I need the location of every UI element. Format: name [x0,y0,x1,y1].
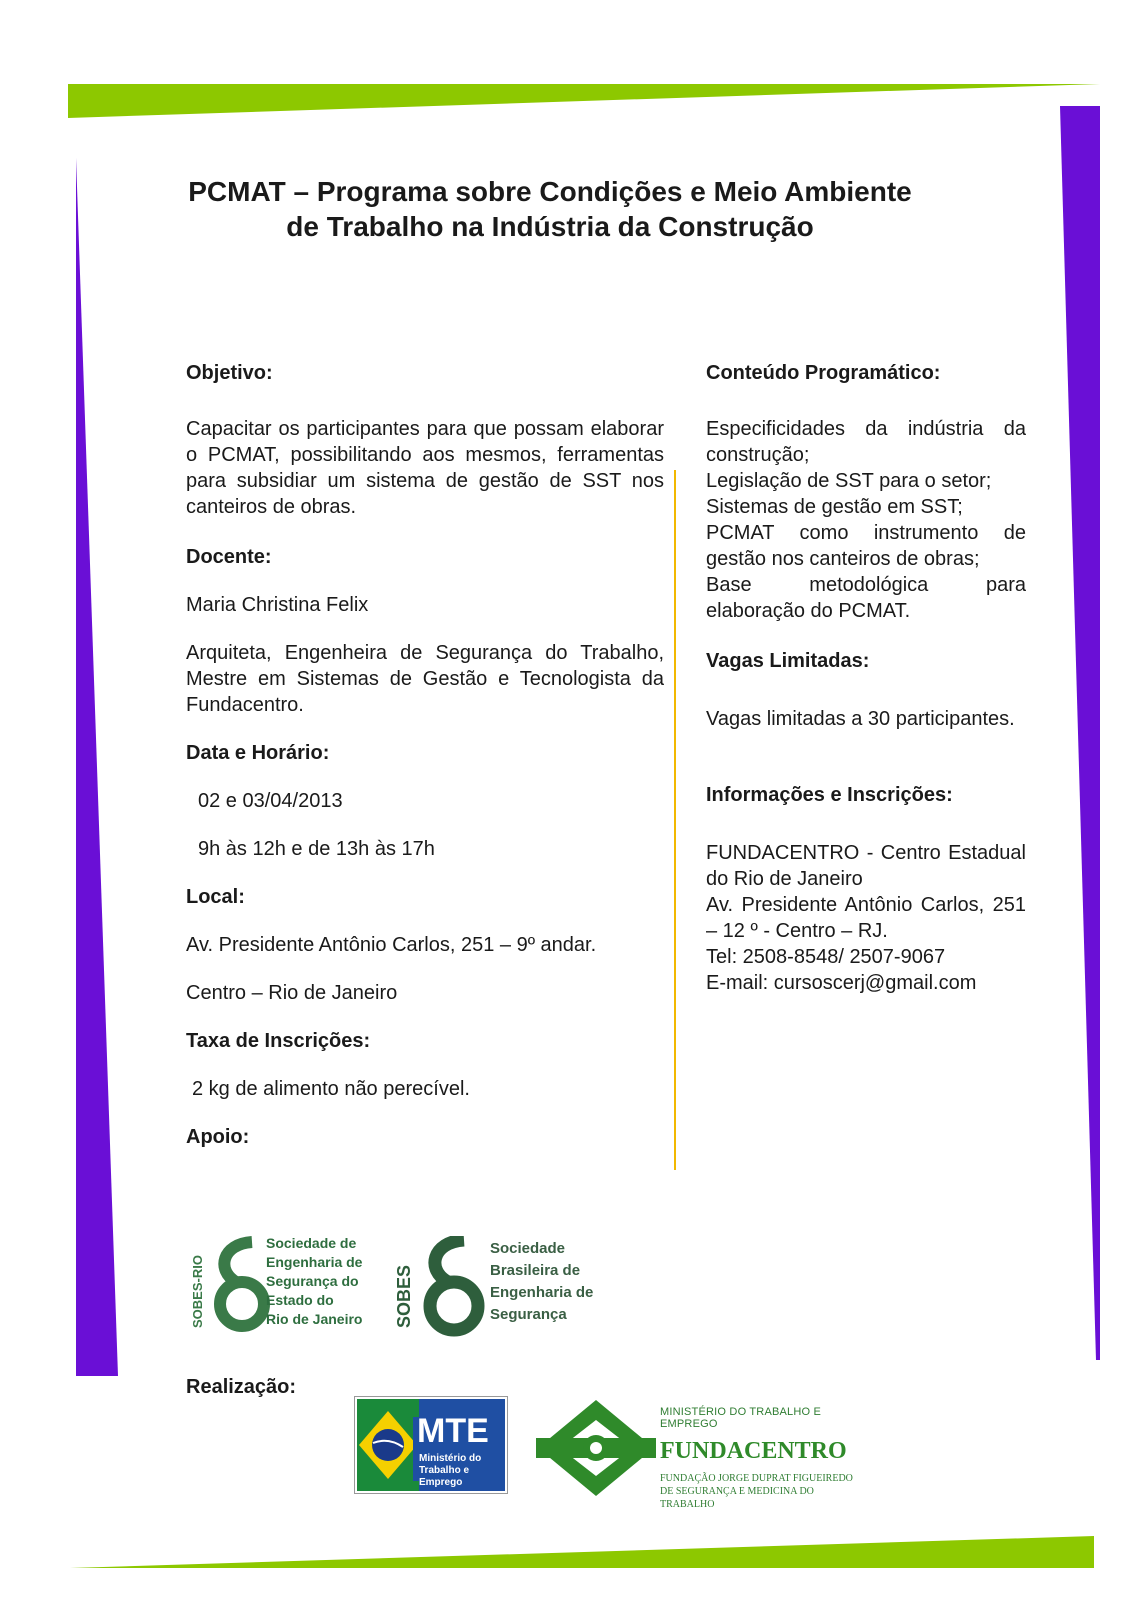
info-address: Av. Presidente Antônio Carlos, 251 – 12 º - Centro – RJ. [706,894,1026,942]
sobes-line: Segurança [490,1306,567,1323]
mte-subtitle [419,1453,507,1489]
sobes-rio-line: Rio de Janeiro [266,1311,363,1327]
sobes-line: Sociedade [490,1240,566,1257]
list-item: Especificidades da indústria da construção; [706,418,1026,466]
mte-sub-line: Ministério do [419,1453,482,1464]
mte-logo [354,1396,508,1494]
info-block [706,840,1026,996]
bottom-green-band [70,1536,1094,1568]
objetivo-heading: Objetivo: [186,362,273,384]
local-city: Centro – Rio de Janeiro [186,982,398,1004]
sobes-rio-line: Estado do [266,1292,334,1308]
local-heading: Local: [186,886,245,908]
fundacentro-sub-line: DE SEGURANÇA E MEDICINA DO TRABALHO [660,1486,814,1510]
sobes-rio-line: Engenharia de [266,1254,363,1270]
taxa-heading: Taxa de Inscrições: [186,1030,371,1052]
list-item: Legislação de SST para o setor; [706,470,992,492]
left-column [186,360,664,1150]
right-column [706,360,1026,996]
sobes-line: Engenharia de [490,1284,594,1301]
fundacentro-subtitle [660,1472,856,1511]
sobes-rio-line: Segurança do [266,1273,359,1289]
page-title [150,174,950,244]
delta-icon [430,1282,478,1330]
docente-bio: Arquiteta, Engenheira de Segurança do Trabalho, Mestre em Sistemas de Gestão e Tecnologista da Fundacentro. [186,642,664,716]
list-item: PCMAT como instrumento de gestão nos canteiros de obras; [706,522,1026,570]
list-item: Base metodológica para elaboração do PCMAT. [706,574,1026,622]
delta-icon [220,1282,264,1326]
fundacentro-ministry: MINISTÉRIO DO TRABALHO E EMPREGO [660,1406,822,1430]
info-email: E-mail: cursoscerj@gmail.com [706,972,977,994]
sobes-rio-text [266,1234,362,1329]
left-purple-band [76,158,118,1376]
sobes-rio-logo [188,1236,388,1332]
info-org: FUNDACENTRO - Centro Estadual do Rio de Janeiro [706,842,1026,890]
title-line-1: PCMAT – Programa sobre Condições e Meio Ambiente [188,176,912,207]
sobes-logo [394,1236,614,1340]
sobes-rio-vertical-text: SOBES-RIO [190,1255,205,1328]
sobes-rio-line: Sociedade de [266,1235,357,1251]
sobes-symbol [394,1236,494,1340]
fundacentro-sub-line: FUNDAÇÃO JORGE DUPRAT FIGUEIREDO [660,1473,853,1484]
docente-heading: Docente: [186,546,272,568]
mte-sub-line: Trabalho e Emprego [419,1465,470,1488]
sobes-line: Brasileira de [490,1262,581,1279]
mte-name: MTE [417,1412,489,1450]
conteudo-heading: Conteúdo Programático: [706,362,941,384]
vagas-text: Vagas limitadas a 30 participantes. [706,708,1015,730]
fundacentro-symbol-icon [536,1398,656,1498]
local-address: Av. Presidente Antônio Carlos, 251 – 9º andar. [186,934,597,956]
fundacentro-name: FUNDACENTRO [660,1438,847,1464]
data-dates: 02 e 03/04/2013 [198,790,343,812]
title-line-2: de Trabalho na Indústria da Construção [286,211,814,242]
info-tel: Tel: 2508-8548/ 2507-9067 [706,946,946,968]
right-purple-band [1060,106,1100,1360]
list-item: Sistemas de gestão em SST; [706,496,963,518]
docente-name: Maria Christina Felix [186,594,369,616]
realizacao-heading: Realização: [186,1376,297,1398]
data-hours: 9h às 12h e de 13h às 17h [198,838,435,860]
sobes-vertical-text: SOBES [394,1264,414,1328]
data-heading: Data e Horário: [186,742,330,764]
conteudo-list [706,416,1026,624]
top-green-band [68,84,1100,118]
info-heading: Informações e Inscrições: [706,784,953,806]
apoio-heading: Apoio: [186,1126,250,1148]
vagas-heading: Vagas Limitadas: [706,650,870,672]
fundacentro-logo [536,1396,856,1510]
objetivo-text: Capacitar os participantes para que possam elaborar o PCMAT, possibilitando aos mesmos, ferramentas para subsidiar um sistema de gestão de SST nos canteiros de obras. [186,418,664,518]
taxa-text: 2 kg de alimento não perecível. [192,1078,470,1100]
sobes-text [490,1238,593,1326]
